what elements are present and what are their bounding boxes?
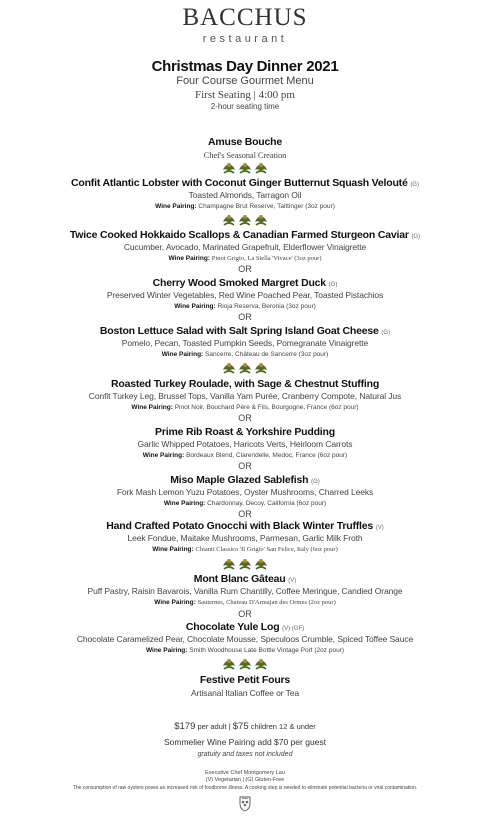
course-turkey-desc: Confit Turkey Leg, Brussel Tops, Vanilla Yam Purée, Cranberry Compote, Natural Jus	[88, 391, 402, 401]
course-turkey-name: Roasted Turkey Roulade, with Sage & Chestnut Stuffing	[110, 378, 380, 390]
course-duck-wine: Wine Pairing: Rioja Reserva, Beronia (3oz pour)	[174, 303, 316, 310]
holly-divider	[0, 657, 490, 671]
restaurant-logo	[0, 4, 490, 46]
course-yule-desc: Chocolate Caramelized Pear, Chocolate Mousse, Speculoos Crumble, Spiced Toffee Sauce	[76, 634, 414, 644]
course-sablefish-wine: Wine Pairing: Chardonnay, Decoy, California (6oz pour)	[163, 500, 327, 507]
or-separator: OR	[238, 264, 252, 274]
or-separator: OR	[238, 312, 252, 322]
course-salad-desc: Pomelo, Pecan, Toasted Pumpkin Seeds, Pomegranate Vinaigrette	[121, 338, 369, 348]
course-primerib-wine: Wine Pairing: Bordeaux Blend, Clarendelle, Medoc, France (6oz pour)	[142, 452, 348, 459]
course-gnocchi-desc: Leek Fondue, Maitake Mushrooms, Parmesan, Garlic Milk Froth	[127, 533, 363, 543]
course-salad-name: Boston Lettuce Salad with Salt Spring Island Goat Cheese (G)	[99, 325, 391, 337]
holly-sprig-icon	[222, 362, 268, 379]
course-amuse-name: Amuse Bouche	[207, 136, 283, 148]
holly-divider	[0, 557, 490, 571]
course-duck-desc: Preserved Winter Vegetables, Red Wine Poached Pear, Toasted Pistachios	[106, 290, 384, 300]
holly-divider	[0, 361, 490, 375]
course-gnocchi-wine: Wine Pairing: Chianti Classico 'Il Grigio' San Felice, Italy (6oz pour)	[152, 546, 338, 553]
course-montblanc-name: Mont Blanc Gâteau (V)	[193, 573, 297, 585]
course-yule-wine: Wine Pairing: Smith Woodhouse Late Bottle Vintage Port (2oz pour)	[145, 647, 345, 654]
course-sablefish-name: Miso Maple Glazed Sablefish (G)	[170, 474, 320, 486]
course-amuse-desc: Chef's Seasonal Creation	[203, 150, 287, 160]
course-scallops-name: Twice Cooked Hokkaido Scallops & Canadian Farmed Sturgeon Caviar (G)	[69, 229, 421, 241]
course-duck-name: Cherry Wood Smoked Margret Duck (G)	[152, 277, 338, 289]
course-primerib-name: Prime Rib Roast & Yorkshire Pudding	[155, 426, 335, 438]
course-gnocchi-name: Hand Crafted Potato Gnocchi with Black Winter Truffles (V)	[106, 520, 384, 532]
course-scallops-wine: Wine Pairing: Pinot Grigio, La Stella 'Vivace' (3oz pour)	[168, 255, 322, 262]
logo-name: BACCHUS	[182, 4, 308, 31]
sommelier-pairing: Sommelier Wine Pairing add $70 per guest	[163, 737, 327, 747]
course-scallops-desc: Cucumber, Avocado, Marinated Grapefruit, Elderflower Vinaigrette	[123, 242, 367, 252]
executive-chef: Executive Chef Montgomery Lau	[205, 770, 285, 776]
course-lobster-desc: Toasted Almonds, Tarragon Oil	[188, 190, 302, 200]
bacchus-crest-icon	[238, 795, 252, 813]
course-montblanc-desc: Puff Pastry, Raisin Bavarois, Vanilla Rum Chantilly, Coffee Meringue, Candied Orange	[87, 586, 403, 596]
or-separator: OR	[238, 413, 252, 423]
course-salad-wine: Wine Pairing: Sancerre, Château de Sancerre (3oz pour)	[161, 351, 329, 358]
menu-title: Christmas Day Dinner 2021	[151, 58, 339, 75]
seating-duration: 2-hour seating time	[210, 102, 280, 111]
course-turkey-wine: Wine Pairing: Pinot Noir, Bouchard Père & Fils, Bourgogne, France (6oz pour)	[131, 404, 359, 411]
course-petitfours-desc: Artisanal Italian Coffee or Tea	[190, 688, 300, 698]
dietary-legend: (V) Vegetarian | (G) Gluten-Free	[205, 777, 285, 783]
holly-sprig-icon	[222, 658, 268, 675]
or-separator: OR	[238, 461, 252, 471]
course-petitfours-name: Festive Petit Fours	[199, 674, 291, 686]
gratuity-note: gratuity and taxes not included	[197, 751, 293, 758]
course-yule-name: Chocolate Yule Log (V) (GF)	[185, 621, 305, 633]
or-separator: OR	[238, 609, 252, 619]
course-lobster-name: Confit Atlantic Lobster with Coconut Ginger Butternut Squash Velouté (G)	[71, 177, 419, 189]
or-separator: OR	[238, 509, 252, 519]
menu-subtitle: Four Course Gourmet Menu	[176, 75, 314, 87]
course-montblanc-wine: Wine Pairing: Sauternes, Chateau D'Armajan des Ormes (2oz pour)	[154, 599, 336, 606]
course-lobster-wine: Wine Pairing: Champagne Brut Reserve, Taittinger (3oz pour)	[155, 203, 335, 210]
course-sablefish-desc: Fork Mash Lemon Yuzu Potatoes, Oyster Mushrooms, Charred Leeks	[116, 487, 374, 497]
logo-subtitle: restaurant	[202, 33, 288, 45]
seating-time: First Seating | 4:00 pm	[195, 89, 295, 101]
holly-divider	[0, 161, 490, 175]
course-primerib-desc: Garlic Whipped Potatoes, Haricots Verts, Heirloom Carrots	[137, 439, 353, 449]
price-line: $179 per adult | $75 children 12 & under	[174, 721, 316, 732]
holly-divider	[0, 213, 490, 227]
raw-oyster-warning: The consumption of raw oysters poses an increased risk of foodborne illness. A cooking step is needed to eliminate potential bacteria or viral contamination.	[72, 785, 418, 791]
